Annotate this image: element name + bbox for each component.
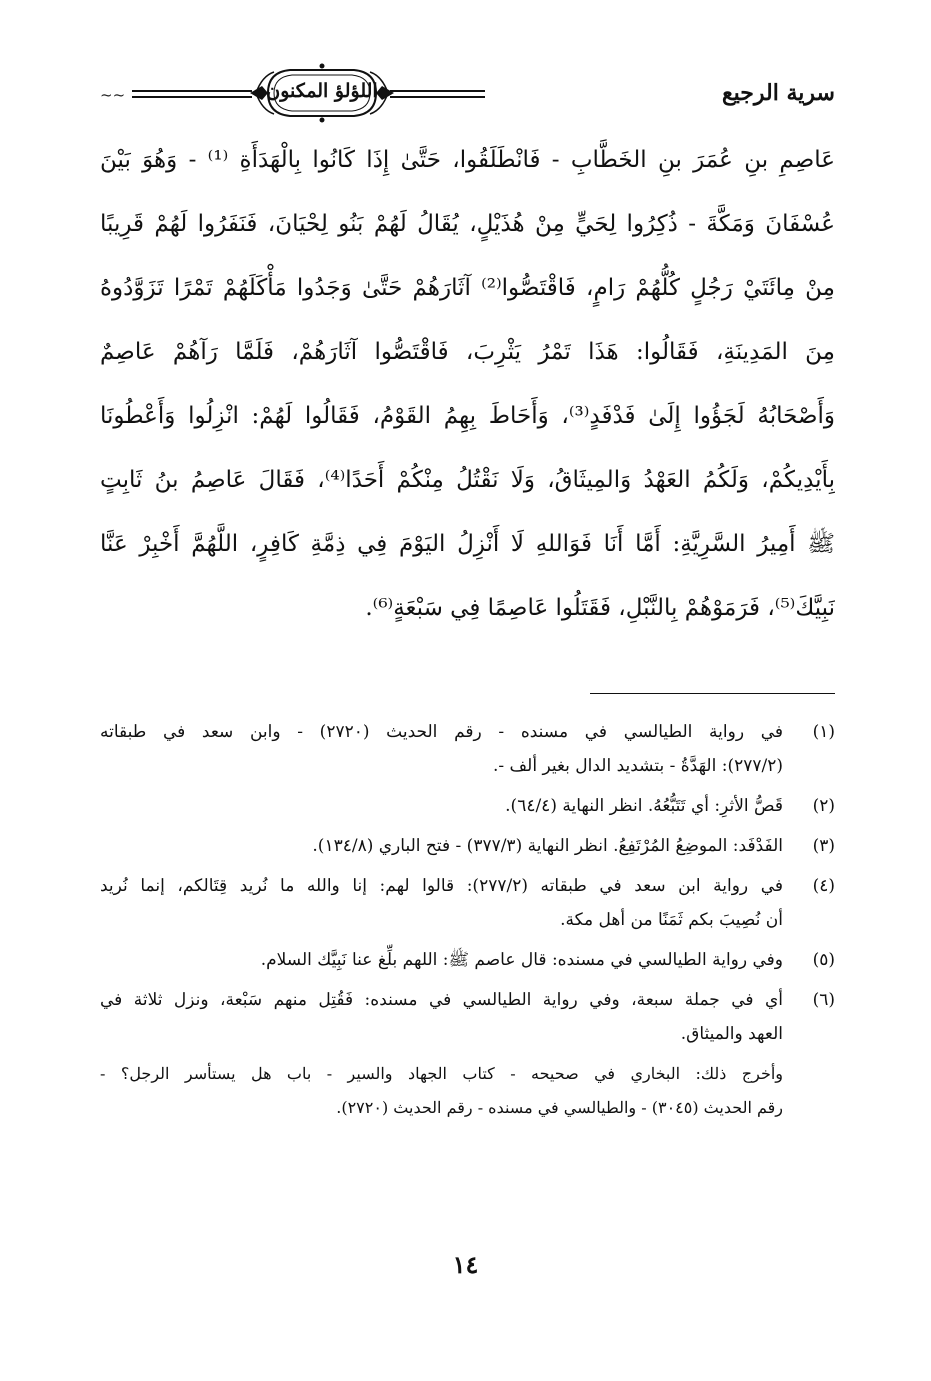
footnote-line: في رواية ابن سعد في طبقاته (٢٧٧/٢): قالوا لهم: إنا والله ما نُريد قِتَالكم، إنما نُريد (100, 876, 783, 896)
header-rule-left (132, 90, 252, 98)
footnote-line: (٢٧٧/٢): الهَدَّةُ - بتشديد الدال بغير ألف -. (492, 756, 783, 776)
footnote-3 (100, 829, 835, 863)
page-number: ١٤ (452, 1250, 479, 1279)
footnote-2 (100, 789, 835, 823)
footnote-line: في رواية الطيالسي في مسنده - رقم الحديث (٢٧٢٠) - وابن سعد في طبقاته (100, 722, 783, 742)
footnote-number: (١) (812, 722, 835, 742)
footnote-line: وفي رواية الطيالسي في مسنده: قال عاصم ﷺ: اللهم بلِّغ عنا نَبِيَّك السلام. (260, 950, 783, 970)
footnote-6 (100, 983, 835, 1051)
footnote-line: رقم الحديث (٣٠٤٥) - والطيالسي في مسنده - رقم الحديث (٢٧٢٠). (336, 1098, 783, 1117)
title-ornament-frame (248, 62, 396, 124)
footnote-separator (590, 693, 835, 694)
footnote-number: (٢) (812, 796, 835, 816)
header-left-mark: ~~ (100, 86, 126, 104)
text-line: عَاصِمِ بنِ عُمَرَ بنِ الخَطَّابِ - فَانْطَلَقُوا، حَتَّىٰ إِذَا كَانُوا بِالْهَدَأَةِ ⁽¹⁾ - وَهُوَ بَيْنَ (100, 147, 835, 173)
text-line: وَأَصْحَابُهُ لَجَؤُوا إِلَىٰ فَدْفَدٍ⁽³⁾، وَأَحَاطَ بِهِمُ القَوْمُ، فَقَالُوا لَهُمْ: انْزِلُوا وَأَعْطُونَا (100, 403, 835, 429)
chapter-title: سرية الرجيع (721, 80, 835, 106)
footnote-source (100, 1057, 783, 1125)
footnote-4 (100, 869, 835, 937)
footnote-number: (٦) (812, 990, 835, 1010)
footnote-line: أن نُصِيبَ بكم ثَمَنًا من أهل مكة. (560, 910, 783, 930)
text-line: مِنْ مِائَتَيْ رَجُلٍ كُلُّهُمْ رَامٍ، فَاقْتَصُّوا⁽²⁾ آثَارَهُمْ حَتَّىٰ وَجَدُوا مَأْكَلَهُمْ تَمْرًا تَزَوَّدُوهُ (100, 275, 835, 301)
footnote-number: (٥) (812, 950, 835, 970)
footnote-line: قَصُّ الأثرِ: أي تَتَبُّعُهُ. انظر النهاية (٦٤/٤). (505, 796, 783, 816)
main-text (100, 128, 835, 640)
running-header (100, 62, 835, 124)
text-line: مِنَ المَدِينَةِ، فَقَالُوا: هَذَا تَمْرُ يَثْرِبَ، فَاقْتَصُّوا آثَارَهُمْ، فَلَمَّا رَآهُمْ عَاصِمٌ (100, 339, 835, 365)
footnote-line: العهد والميثاق. (680, 1024, 783, 1044)
footnotes (100, 715, 835, 1125)
book-title: اللؤلؤ المكنون (266, 80, 378, 102)
footnote-line: الفَدْفَد: الموضِعُ المُرْتَفِعُ. انظر النهاية (٣٧٧/٣) - فتح الباري (١٣٤/٨). (312, 836, 783, 856)
text-line: نَبِيَّكَ⁽⁵⁾، فَرَمَوْهُمْ بِالنَّبْلِ، فَقَتَلُوا عَاصِمًا فِي سَبْعَةٍ⁽⁶⁾. (365, 595, 835, 621)
footnote-1 (100, 715, 835, 783)
text-line: ﷺ أَمِيرُ السَّرِيَّةِ: أَمَّا أَنَا فَوَاللهِ لَا أَنْزِلُ اليَوْمَ فِي ذِمَّةِ كَافِرٍ، اللَّهُمَّ أَخْبِرْ عَنَّا (100, 531, 835, 557)
text-line: عُسْفَانَ وَمَكَّةَ - ذُكِرُوا لِحَيٍّ مِنْ هُذَيْلٍ، يُقَالُ لَهُمْ بَنُو لِحْيَانَ، فَنَفَرُوا لَهُمْ قَرِيبًا (100, 211, 835, 237)
footnote-line: أي في جملة سبعة، وفي رواية الطيالسي في مسنده: فَقُتِل منهم سَبْعة، ونزل ثلاثة في (100, 990, 783, 1010)
text-line: بِأَيْدِيكُمْ، وَلَكُمُ العَهْدُ وَالمِيثَاقُ، وَلَا نَقْتُلُ مِنْكُمْ أَحَدًا⁽⁴⁾، فَقَالَ عَاصِمُ بنُ ثَابِتٍ (100, 467, 835, 493)
footnote-5 (100, 943, 835, 977)
footnote-number: (٤) (812, 876, 835, 896)
footnote-number: (٣) (812, 836, 835, 856)
footnote-line: وأخرج ذلك: البخاري في صحيحه - كتاب الجهاد والسير - باب هل يستأسر الرجل؟ - (100, 1064, 783, 1083)
header-rule-right (390, 90, 485, 98)
